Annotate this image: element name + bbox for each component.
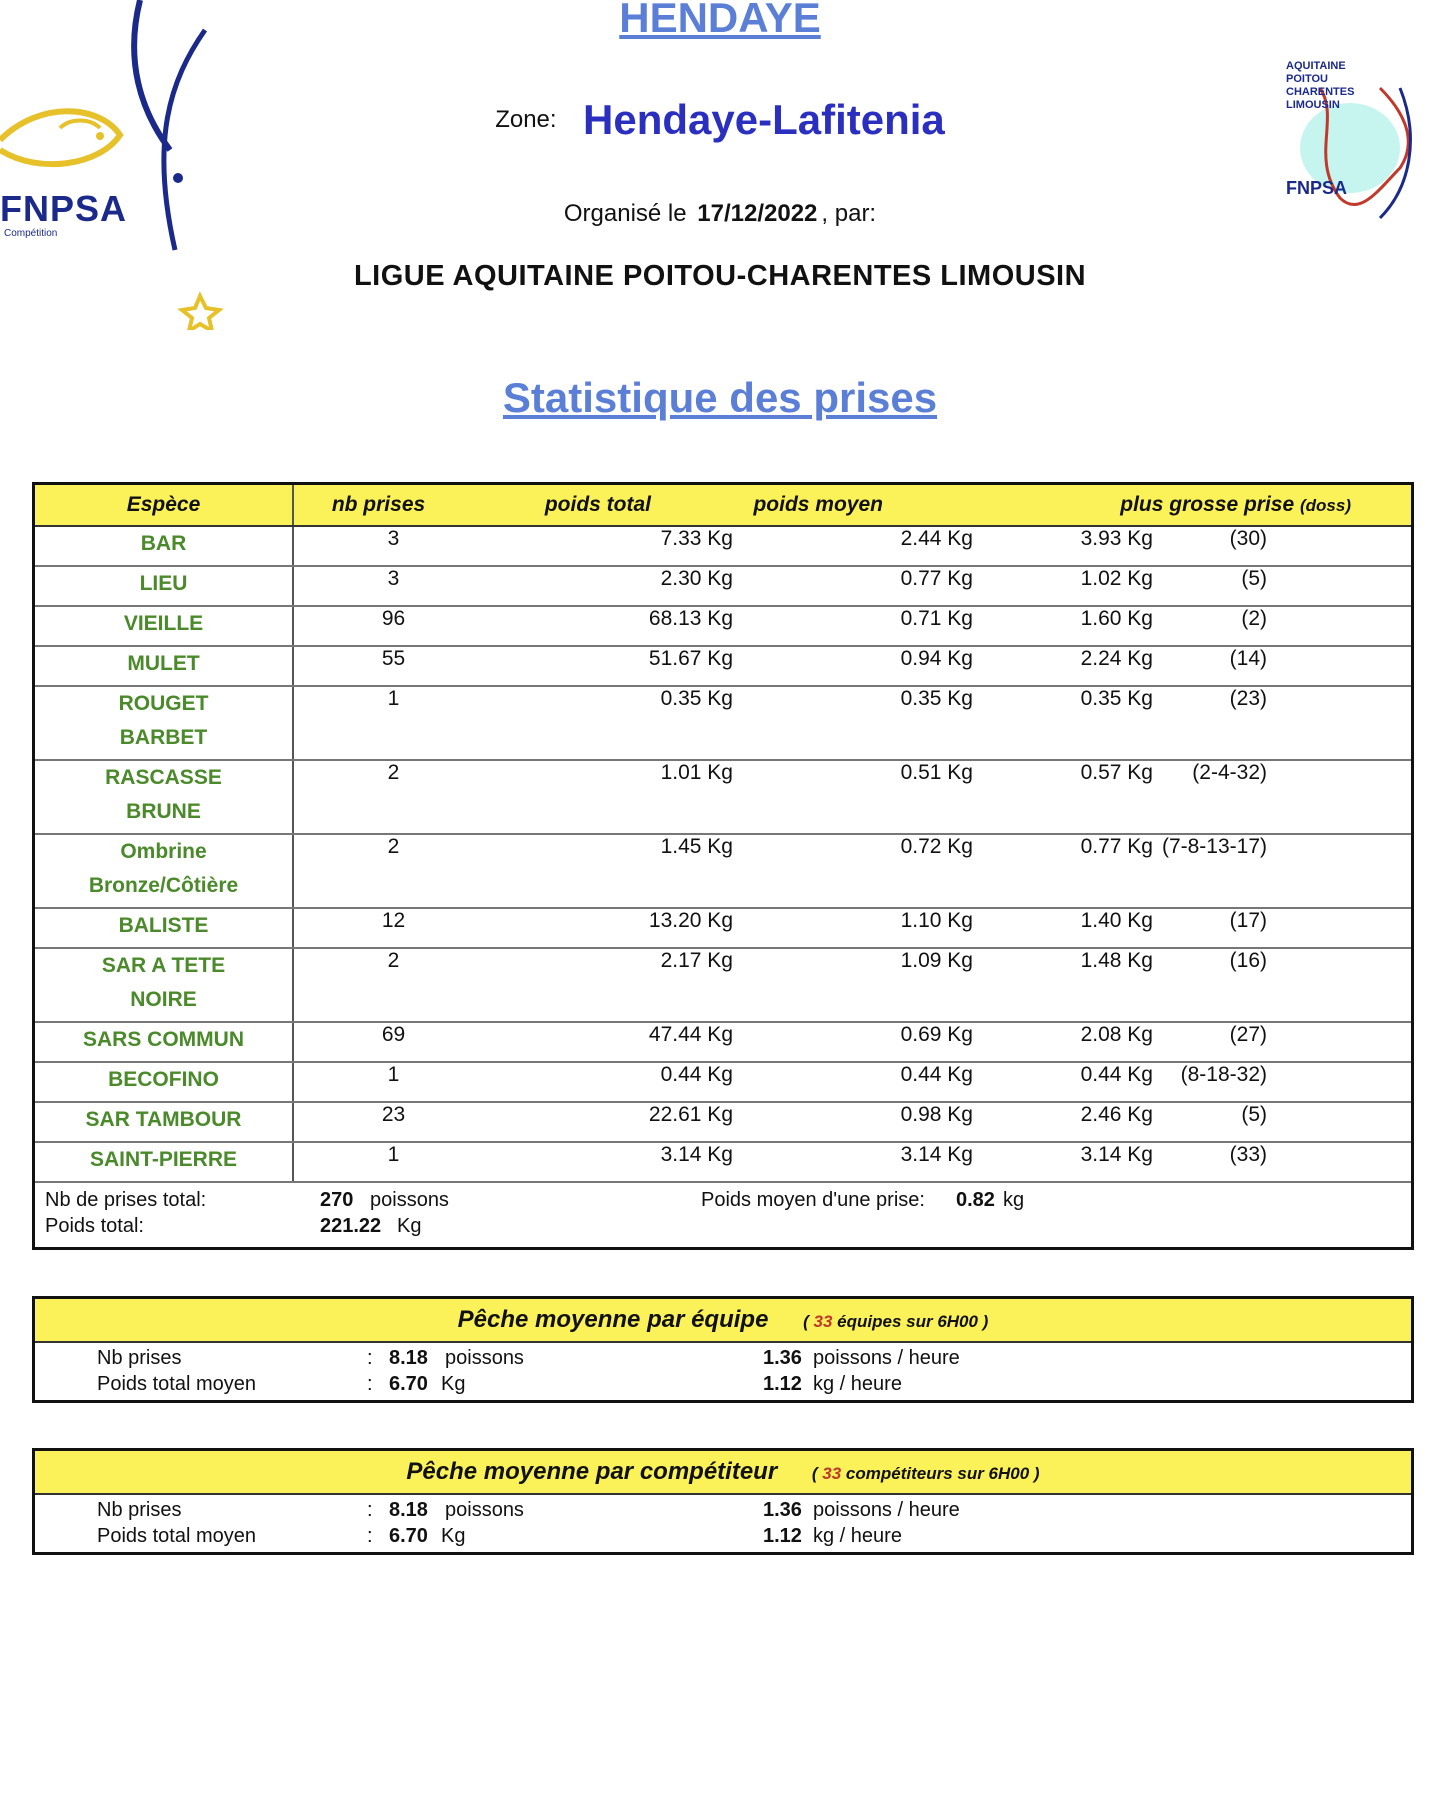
species-name: BAR <box>140 532 187 555</box>
biggest-catch-weight: 1.40 Kg <box>1080 909 1153 932</box>
average-weight-cell: 3.14 Kg <box>733 1142 973 1182</box>
total-weight-cell: 2.30 Kg <box>493 566 733 606</box>
competitor-wrate-unit: kg / heure <box>813 1525 902 1547</box>
biggest-catch-weight: 2.08 Kg <box>1080 1023 1153 1046</box>
total-nb-value: 270 <box>320 1189 354 1211</box>
team-average-title: Pêche moyenne par équipe <box>457 1306 769 1333</box>
team-weight-label: Poids total moyen <box>97 1373 256 1395</box>
average-weight-cell: 1.09 Kg <box>733 948 973 1022</box>
table-row <box>35 908 1411 948</box>
total-weight-cell: 13.20 Kg <box>493 908 733 948</box>
total-nb-label: Nb de prises total: <box>45 1189 207 1211</box>
biggest-catch-cell <box>973 526 1411 566</box>
col-nb: nb prises <box>293 485 493 526</box>
species-cell <box>35 1022 293 1062</box>
species-cell <box>35 686 293 760</box>
biggest-catch-weight: 2.24 Kg <box>1080 647 1153 670</box>
team-weight-value: 6.70 <box>389 1373 428 1395</box>
species-name-line2: BRUNE <box>126 800 201 823</box>
biggest-catch-weight: 3.14 Kg <box>1080 1143 1153 1166</box>
biggest-catch-doss: (2) <box>1241 607 1267 630</box>
table-row <box>35 948 1411 1022</box>
competitor-weight-unit: Kg <box>441 1525 466 1547</box>
average-weight-cell: 0.35 Kg <box>733 686 973 760</box>
biggest-catch-cell <box>973 1102 1411 1142</box>
catch-count-cell: 2 <box>293 948 493 1022</box>
biggest-catch-doss: (16) <box>1229 949 1267 972</box>
species-name: BECOFINO <box>108 1068 219 1091</box>
species-cell <box>35 1142 293 1182</box>
table-row <box>35 760 1411 834</box>
catch-count-cell: 2 <box>293 760 493 834</box>
table-row <box>35 1102 1411 1142</box>
total-weight-value: 221.22 <box>320 1215 382 1237</box>
table-row <box>35 566 1411 606</box>
biggest-catch-cell <box>973 908 1411 948</box>
biggest-catch-doss: (27) <box>1229 1023 1267 1046</box>
stats-grid <box>35 485 1411 1183</box>
table-row <box>35 606 1411 646</box>
total-weight-cell: 47.44 Kg <box>493 1022 733 1062</box>
catch-count-cell: 12 <box>293 908 493 948</box>
biggest-catch-doss: (14) <box>1229 647 1267 670</box>
team-rate-unit: poissons / heure <box>813 1347 960 1369</box>
competitor-nb-value: 8.18 <box>389 1499 428 1521</box>
biggest-catch-doss: (5) <box>1241 1103 1267 1126</box>
logo-left-text: FNPSA <box>0 188 128 229</box>
team-nb-unit: poissons <box>445 1347 524 1369</box>
average-weight-cell: 2.44 Kg <box>733 526 973 566</box>
species-name-line2: BARBET <box>119 726 208 749</box>
biggest-catch-weight: 0.44 Kg <box>1080 1063 1153 1086</box>
biggest-catch-doss: (17) <box>1229 909 1267 932</box>
species-name: RASCASSE <box>105 766 222 789</box>
competitor-average-body <box>35 1495 1411 1553</box>
competitor-average-header <box>35 1451 1411 1495</box>
biggest-catch-cell <box>973 646 1411 686</box>
biggest-catch-cell <box>973 1062 1411 1102</box>
species-name-line2: Bronze/Côtière <box>88 874 239 897</box>
team-average-subtitle: ( 33 équipes sur 6H00 ) <box>803 1312 989 1331</box>
totals-block <box>35 1183 1411 1239</box>
biggest-catch-doss: (7-8-13-17) <box>1161 835 1267 858</box>
city-title: HENDAYE <box>619 0 821 41</box>
species-cell <box>35 526 293 566</box>
total-weight-cell: 7.33 Kg <box>493 526 733 566</box>
competitor-weight-label: Poids total moyen <box>97 1525 256 1547</box>
col-species: Espèce <box>35 485 293 526</box>
table-row <box>35 646 1411 686</box>
species-name: SAINT-PIERRE <box>89 1148 238 1171</box>
catch-count-cell: 96 <box>293 606 493 646</box>
catch-count-cell: 1 <box>293 686 493 760</box>
biggest-catch-doss: (5) <box>1241 567 1267 590</box>
catch-count-cell: 1 <box>293 1062 493 1102</box>
species-name-line2: NOIRE <box>130 988 197 1011</box>
team-wrate-value: 1.12 <box>763 1373 802 1395</box>
catch-count-cell: 3 <box>293 526 493 566</box>
league-name: LIGUE AQUITAINE POITOU-CHARENTES LIMOUSIN <box>353 260 1087 292</box>
average-weight-cell: 0.98 Kg <box>733 1102 973 1142</box>
table-row <box>35 1022 1411 1062</box>
catch-stats-table <box>32 482 1414 1250</box>
biggest-catch-doss: (33) <box>1229 1143 1267 1166</box>
species-name: SARS COMMUN <box>83 1028 244 1051</box>
species-name: VIEILLE <box>123 612 204 635</box>
average-weight-cell: 0.44 Kg <box>733 1062 973 1102</box>
team-average-box <box>32 1296 1414 1403</box>
species-cell <box>35 606 293 646</box>
species-cell <box>35 566 293 606</box>
competitor-average-title: Pêche moyenne par compétiteur <box>406 1458 778 1485</box>
biggest-catch-cell <box>973 834 1411 908</box>
catch-count-cell: 55 <box>293 646 493 686</box>
total-nb-unit: poissons <box>370 1189 449 1211</box>
biggest-catch-doss: (8-18-32) <box>1180 1063 1267 1086</box>
competitor-average-subtitle: ( 33 compétiteurs sur 6H00 ) <box>811 1464 1040 1483</box>
total-weight-cell: 3.14 Kg <box>493 1142 733 1182</box>
average-weight-cell: 0.72 Kg <box>733 834 973 908</box>
biggest-catch-weight: 1.02 Kg <box>1080 567 1153 590</box>
table-header-row <box>35 485 1411 526</box>
biggest-catch-weight: 3.93 Kg <box>1080 527 1153 550</box>
species-name: BALISTE <box>118 914 209 937</box>
species-cell <box>35 646 293 686</box>
biggest-catch-weight: 1.60 Kg <box>1080 607 1153 630</box>
zone-line <box>0 96 1440 144</box>
competitor-weight-value: 6.70 <box>389 1525 428 1547</box>
total-weight-cell: 51.67 Kg <box>493 646 733 686</box>
team-rate-value: 1.36 <box>763 1347 802 1369</box>
biggest-catch-cell <box>973 686 1411 760</box>
total-weight-cell: 22.61 Kg <box>493 1102 733 1142</box>
catch-count-cell: 23 <box>293 1102 493 1142</box>
total-weight-cell: 1.01 Kg <box>493 760 733 834</box>
table-row <box>35 526 1411 566</box>
team-nb-colon: : <box>367 1347 373 1369</box>
total-weight-unit: Kg <box>397 1215 422 1237</box>
col-biggest: plus grosse prise (doss) <box>973 485 1411 526</box>
total-weight-cell: 1.45 Kg <box>493 834 733 908</box>
species-cell <box>35 1102 293 1142</box>
biggest-catch-weight: 0.77 Kg <box>1080 835 1153 858</box>
biggest-catch-doss: (2-4-32) <box>1192 761 1267 784</box>
total-weight-cell: 0.35 Kg <box>493 686 733 760</box>
team-nb-value: 8.18 <box>389 1347 428 1369</box>
team-wrate-unit: kg / heure <box>813 1373 902 1395</box>
logo-left-subtext: Compétition <box>4 228 58 239</box>
species-name: SAR TAMBOUR <box>85 1108 242 1131</box>
species-name: ROUGET <box>118 692 209 715</box>
avg-catch-value: 0.82 <box>956 1189 995 1211</box>
biggest-catch-cell <box>973 948 1411 1022</box>
logo-right-text: FNPSA <box>1286 178 1348 198</box>
col-total: poids total <box>493 485 733 526</box>
total-weight-cell: 68.13 Kg <box>493 606 733 646</box>
table-row <box>35 686 1411 760</box>
competitor-average-box <box>32 1448 1414 1555</box>
species-name: MULET <box>127 652 200 675</box>
col-avg: poids moyen <box>733 485 973 526</box>
species-cell <box>35 908 293 948</box>
biggest-catch-weight: 0.35 Kg <box>1080 687 1153 710</box>
biggest-catch-cell <box>973 566 1411 606</box>
average-weight-cell: 0.71 Kg <box>733 606 973 646</box>
organised-date: 17/12/2022 <box>697 200 818 227</box>
biggest-catch-cell <box>973 1022 1411 1062</box>
species-cell <box>35 1062 293 1102</box>
biggest-catch-weight: 2.46 Kg <box>1080 1103 1153 1126</box>
competitor-nb-colon: : <box>367 1499 373 1521</box>
catch-count-cell: 69 <box>293 1022 493 1062</box>
team-nb-label: Nb prises <box>97 1347 182 1369</box>
species-cell <box>35 948 293 1022</box>
avg-catch-unit: kg <box>1003 1189 1025 1211</box>
competitor-nb-unit: poissons <box>445 1499 524 1521</box>
biggest-catch-cell <box>973 606 1411 646</box>
organised-line <box>0 200 1440 228</box>
average-weight-cell: 0.77 Kg <box>733 566 973 606</box>
species-name: LIEU <box>139 572 188 595</box>
total-weight-cell: 0.44 Kg <box>493 1062 733 1102</box>
catch-count-cell: 1 <box>293 1142 493 1182</box>
team-average-header <box>35 1299 1411 1343</box>
total-weight-label: Poids total: <box>45 1215 144 1237</box>
catch-count-cell: 2 <box>293 834 493 908</box>
biggest-catch-doss: (30) <box>1229 527 1267 550</box>
species-cell <box>35 834 293 908</box>
zone-name: Hendaye-Lafitenia <box>583 96 945 143</box>
biggest-catch-doss: (23) <box>1229 687 1267 710</box>
competitor-wrate-value: 1.12 <box>763 1525 802 1547</box>
biggest-catch-cell <box>973 1142 1411 1182</box>
table-body <box>35 526 1411 1182</box>
stat-title: Statistique des prises <box>502 374 938 421</box>
average-weight-cell: 1.10 Kg <box>733 908 973 948</box>
team-weight-colon: : <box>367 1373 373 1395</box>
total-weight-cell: 2.17 Kg <box>493 948 733 1022</box>
biggest-catch-cell <box>973 760 1411 834</box>
average-weight-cell: 0.94 Kg <box>733 646 973 686</box>
competitor-nb-label: Nb prises <box>97 1499 182 1521</box>
competitor-rate-unit: poissons / heure <box>813 1499 960 1521</box>
biggest-catch-weight: 0.57 Kg <box>1080 761 1153 784</box>
species-name: SAR A TETE <box>101 954 226 977</box>
table-row <box>35 1062 1411 1102</box>
catch-count-cell: 3 <box>293 566 493 606</box>
table-row <box>35 834 1411 908</box>
average-weight-cell: 0.69 Kg <box>733 1022 973 1062</box>
table-row <box>35 1142 1411 1182</box>
competitor-rate-value: 1.36 <box>763 1499 802 1521</box>
team-weight-unit: Kg <box>441 1373 466 1395</box>
species-name: Ombrine <box>120 840 207 863</box>
biggest-catch-weight: 1.48 Kg <box>1080 949 1153 972</box>
competitor-weight-colon: : <box>367 1525 373 1547</box>
species-cell <box>35 760 293 834</box>
avg-catch-label: Poids moyen d'une prise: <box>701 1189 925 1211</box>
organised-suffix: , par: <box>821 200 877 227</box>
team-average-body <box>35 1343 1411 1401</box>
average-weight-cell: 0.51 Kg <box>733 760 973 834</box>
organised-prefix: Organisé le <box>563 200 687 227</box>
zone-label: Zone: <box>495 106 557 133</box>
logo-right-region: AQUITAINE POITOU CHARENTES LIMOUSIN <box>1286 60 1355 111</box>
